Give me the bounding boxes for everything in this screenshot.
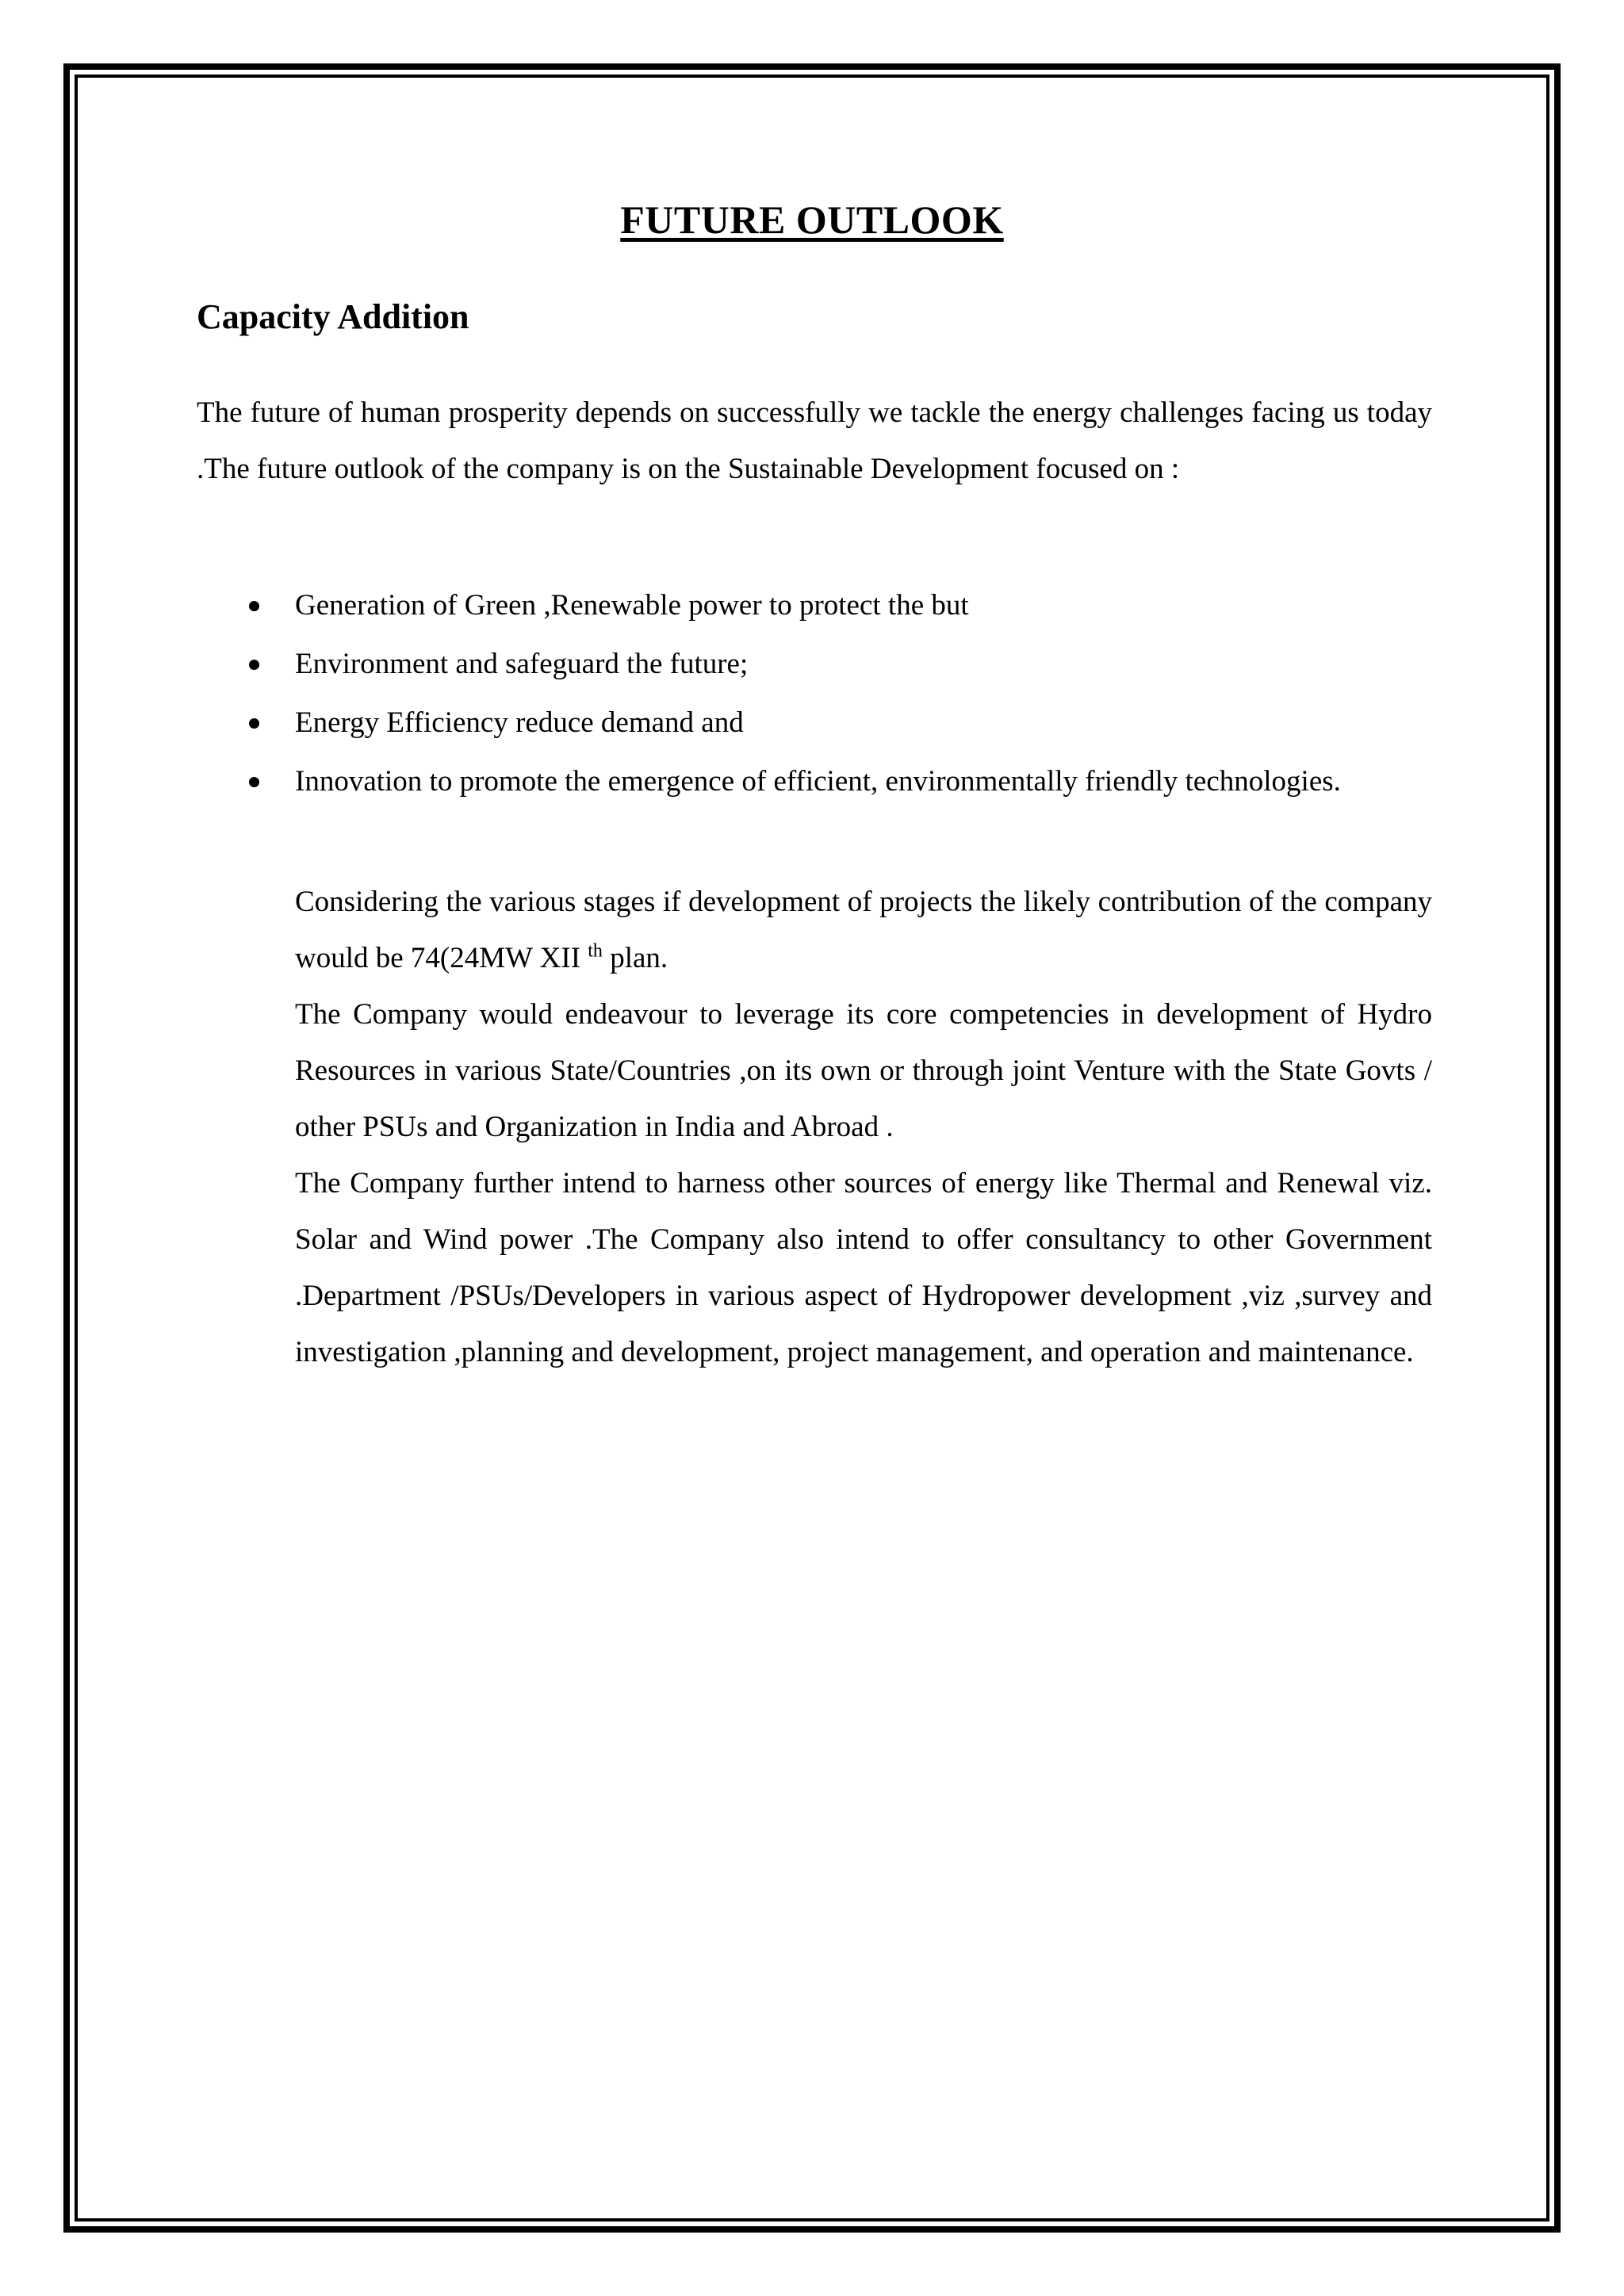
intro-paragraph: The future of human prosperity depends on successfully we tackle the energy challenges facing us today .The future outlook of the company is on the Sustainable Development focused on : (197, 396, 1432, 485)
page-title: FUTURE OUTLOOK (620, 197, 1004, 242)
list-item-text: Energy Efficiency reduce demand and (295, 706, 744, 739)
section-heading: Capacity Addition (197, 297, 469, 336)
bullet-icon (249, 601, 259, 611)
focus-list (197, 577, 1432, 812)
list-item (197, 695, 1432, 751)
contribution-text-end: plan. (610, 942, 668, 974)
list-item (197, 753, 1432, 809)
body-paragraphs (295, 874, 1432, 1380)
list-item-text: Innovation to promote the emergence of efficient, environmentally friendly technologies. (295, 765, 1341, 798)
list-item (197, 577, 1432, 633)
leverage-paragraph: The Company would endeavour to leverage its core competencies in development of Hydro Resources in various State/Countries ,on its own or through joint Venture with the State Govts / other PSUs and Organization in India and Abroad . (295, 998, 1432, 1143)
contribution-text: Considering the various stages if development of projects the likely contribution of the company would be 74(24MW XII (295, 886, 1432, 974)
list-item-text: Environment and safeguard the future; (295, 648, 749, 680)
bullet-icon (249, 777, 259, 787)
contribution-paragraph (295, 874, 1432, 986)
ordinal-superscript: th (588, 940, 603, 962)
bullet-icon (249, 718, 259, 729)
bullet-icon (249, 660, 259, 670)
further-paragraph: The Company further intend to harness other sources of energy like Thermal and Renewal viz. Solar and Wind power .The Company also intend to offer consultancy to other Government .Department /PSUs/Developers in various aspect of Hydropower development ,viz ,survey and investigation ,planning and development, project management, and operation and maintenance. (295, 1167, 1432, 1368)
list-item-text: Generation of Green ,Renewable power to protect the but (295, 589, 969, 622)
list-item (197, 636, 1432, 692)
